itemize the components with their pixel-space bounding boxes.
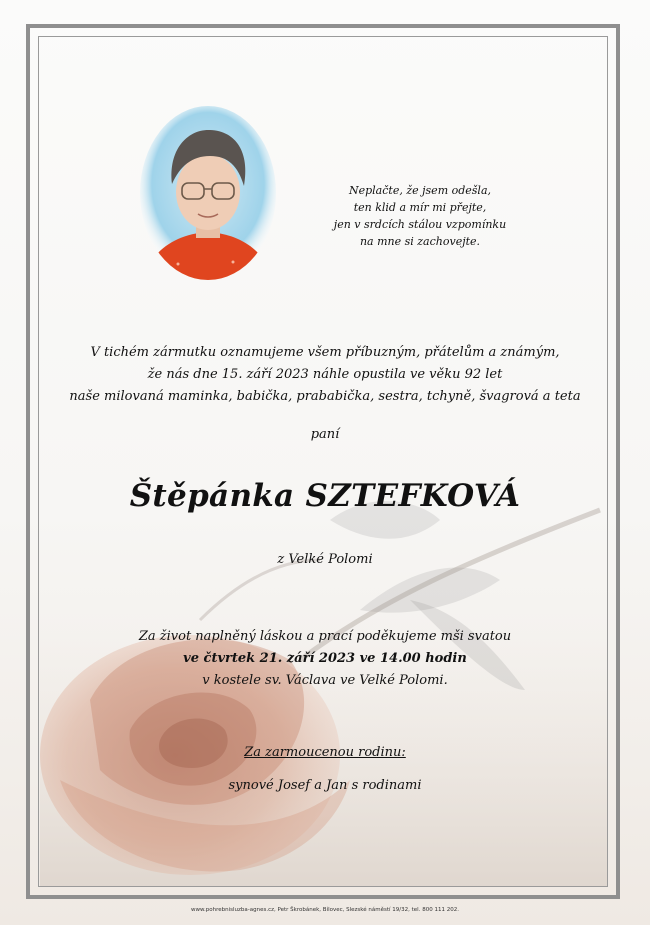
funeral-service-info [40, 626, 610, 692]
service-intro: Za život naplněný láskou a prací poděkujeme mši svatou [138, 629, 512, 644]
poem-line: ten klid a mír mi přejte, [353, 201, 487, 214]
farewell-poem [310, 182, 530, 250]
family-heading: Za zarmoucenou rodinu: [244, 745, 406, 760]
honorific: paní [310, 427, 340, 442]
family-signature: synové Josef a Jan s rodinami [228, 778, 422, 793]
announcement-line: naše milovaná maminka, babička, prababička, sestra, tchyně, švagrová a teta [69, 389, 581, 404]
poem-line: Neplačte, že jsem odešla, [348, 184, 492, 197]
death-announcement [40, 342, 610, 408]
service-location: v kostele sv. Václava ve Velké Polomi. [202, 673, 448, 688]
service-date-time: ve čtvrtek 21. září 2023 ve 14.00 hodin [183, 651, 467, 666]
poem-line: jen v srdcích stálou vzpomínku [333, 218, 507, 231]
announcement-line: V tichém zármutku oznamujeme všem příbuzným, přátelům a známým, [90, 345, 560, 360]
deceased-name: Štěpánka SZTEFKOVÁ [129, 478, 521, 514]
funeral-service-footer: www.pohrebnisluzba-agnes.cz, Petr Škrobánek, Bílovec, Slezské náměstí 19/32, tel. 800 111 202. [191, 907, 459, 913]
portrait-photo [138, 104, 278, 282]
announcement-line: že nás dne 15. září 2023 náhle opustila ve věku 92 let [147, 367, 503, 382]
place-of-origin: z Velké Polomi [277, 552, 373, 567]
poem-line: na mne si zachovejte. [359, 235, 481, 248]
